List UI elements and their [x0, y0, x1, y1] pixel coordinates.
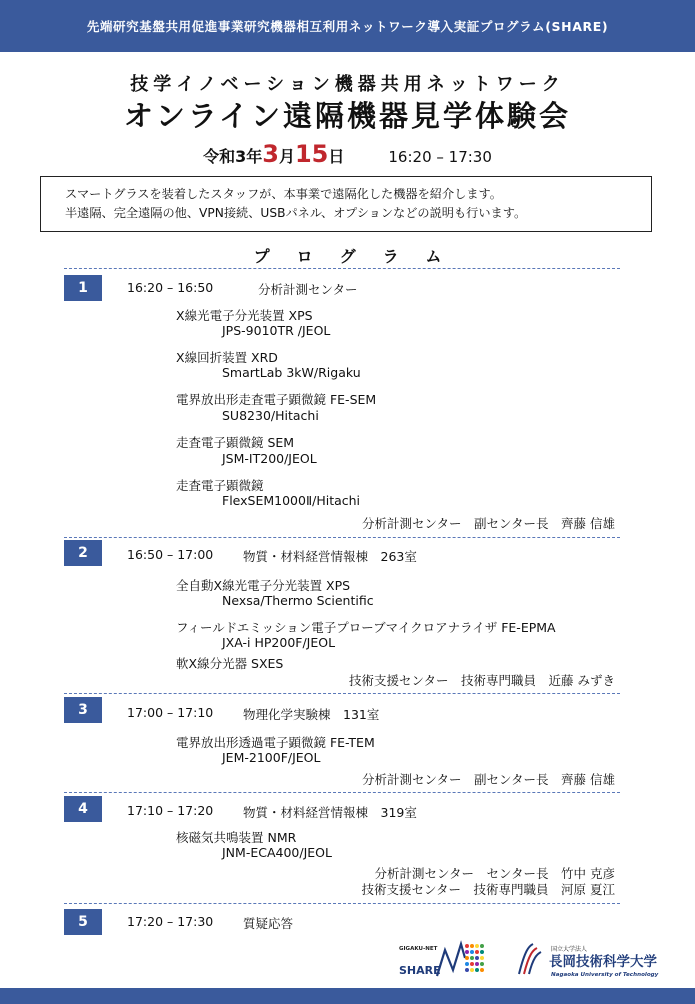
program-banner: 先端研究基盤共用促進事業研究機器相互利用ネットワーク導入実証プログラム(SHARE)	[0, 0, 695, 52]
footer-bar	[0, 988, 695, 1004]
session-number-badge: 4	[64, 796, 102, 822]
share-logo-dots-icon	[465, 944, 484, 972]
university-name: 長岡技術科学大学	[549, 954, 657, 970]
equipment-model: JSM-IT200/JEOL	[222, 451, 317, 466]
university-emblem-icon	[519, 944, 541, 974]
presenter: 技術支援センター 技術専門職員 河原 夏江	[361, 882, 615, 897]
divider	[64, 693, 620, 694]
equipment-model: JEM-2100F/JEOL	[222, 750, 321, 765]
presenter: 技術支援センター 技術専門職員 近藤 みずき	[349, 673, 615, 688]
equipment-name: X線回折装置 XRD	[176, 350, 278, 365]
equipment-name: フィールドエミッション電子プローブマイクロアナライザ FE-EPMA	[176, 620, 556, 635]
equipment-model: FlexSEM1000Ⅱ/Hitachi	[222, 493, 361, 508]
equipment-model: JXA-i HP200F/JEOL	[222, 635, 336, 650]
description-line: スマートグラスを装着したスタッフが、本事業で遠隔化した機器を紹介します。	[65, 187, 502, 201]
session-time: 16:20 – 16:50	[127, 280, 214, 295]
presenter: 分析計測センター センター長 竹中 克彦	[374, 866, 615, 881]
divider	[64, 268, 620, 269]
nagaoka-university-logo	[515, 940, 675, 980]
equipment-name: 走査電子顕微鏡 SEM	[176, 435, 295, 450]
title-line2: オンライン遠隔機器見学体験会	[123, 99, 572, 133]
equipment-name: 軟X線分光器 SXES	[176, 656, 284, 671]
session-number-badge: 1	[64, 275, 102, 301]
title-line1: 技学イノベーション機器共用ネットワーク	[130, 74, 565, 95]
session-number-badge: 2	[64, 540, 102, 566]
presenter: 分析計測センター 副センター長 齊藤 信雄	[362, 772, 615, 787]
divider	[64, 903, 620, 904]
equipment-name: X線光電子分光装置 XPS	[176, 308, 313, 323]
description-line: 半遠隔、完全遠隔の他、VPN接続、USBパネル、オプションなどの説明も行います。	[65, 206, 527, 220]
session-time: 17:10 – 17:20	[127, 803, 214, 818]
share-logo-text: SHARE	[399, 964, 441, 977]
equipment-name: 走査電子顕微鏡	[176, 478, 264, 493]
session-time: 16:50 – 17:00	[127, 547, 214, 562]
university-english-name: Nagaoka University of Technology	[551, 972, 659, 978]
session-time: 17:00 – 17:10	[127, 705, 214, 720]
session-location: 分析計測センター	[258, 282, 358, 297]
session-number-badge: 3	[64, 697, 102, 723]
program-heading: プログラム	[253, 247, 469, 266]
share-logo-wave-icon	[437, 944, 465, 976]
equipment-model: JPS-9010TR /JEOL	[222, 323, 331, 338]
equipment-model: JNM-ECA400/JEOL	[222, 845, 332, 860]
equipment-name: 電界放出形走査電子顕微鏡 FE-SEM	[176, 392, 377, 407]
share-logo-small-text: GIGAKU-NET	[399, 946, 438, 952]
event-date: 令和3年3月15日 16:20 – 17:30	[203, 140, 492, 168]
equipment-model: Nexsa/Thermo Scientific	[222, 593, 374, 608]
university-small-text: 国立大学法人	[551, 946, 588, 953]
session-location: 物質・材料経営情報棟 263室	[243, 549, 417, 564]
divider	[64, 537, 620, 538]
equipment-name: 核磁気共鳴装置 NMR	[176, 830, 297, 845]
description-box	[40, 176, 652, 232]
session-number-badge: 5	[64, 909, 102, 935]
equipment-model: SmartLab 3kW/Rigaku	[222, 365, 361, 380]
divider	[64, 792, 620, 793]
session-location: 物理化学実験棟 131室	[243, 707, 380, 722]
equipment-model: SU8230/Hitachi	[222, 408, 319, 423]
gigaku-net-share-logo	[395, 938, 487, 982]
session-location: 物質・材料経営情報棟 319室	[243, 805, 417, 820]
event-time: 16:20 – 17:30	[388, 148, 492, 166]
equipment-name: 全自動X線光電子分光装置 XPS	[176, 578, 351, 593]
presenter: 分析計測センター 副センター長 齊藤 信雄	[362, 516, 615, 531]
session-location: 質疑応答	[243, 916, 294, 931]
session-time: 17:20 – 17:30	[127, 914, 214, 929]
equipment-name: 電界放出形透過電子顕微鏡 FE-TEM	[176, 735, 375, 750]
